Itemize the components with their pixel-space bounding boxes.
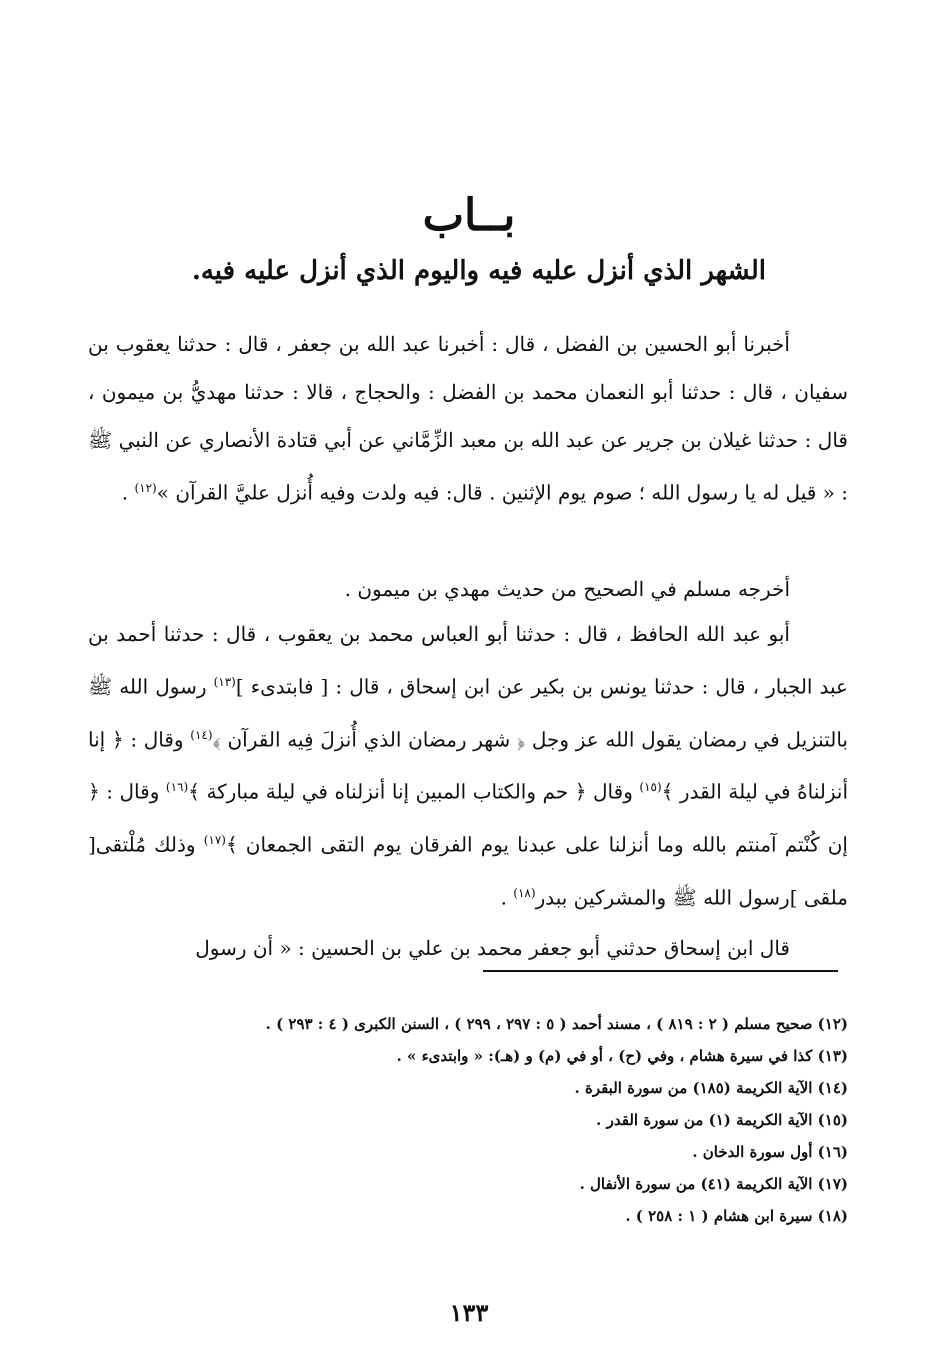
footnote-ref-15: (١٥) [639, 780, 662, 795]
page-number: ١٣٣ [449, 1298, 489, 1327]
paragraph-3-text-a: أبو عبد الله الحافظ ، قال : حدثنا أبو العباس محمد بن يعقوب ، قال : حدثنا أحمد بن عبد الجبار ، قال : حدثنا يونس بن بكير عن ابن إسحاق ، قال : [ فابتدىء ] [88, 622, 848, 699]
chapter-heading: بــاب [422, 190, 516, 241]
footnotes [88, 1008, 848, 1232]
footnote-ref-18: (١٨) [513, 885, 536, 900]
paragraph-3-text-e: وقال : ﴿ إن كُنْتم آمنتم بالله وما أنزلنا على عبدنا يوم الفرقان يوم التقى الجمعان ﴾ [88, 779, 848, 857]
footnote-12: (١٢) صحيح مسلم ( ٢ : ٨١٩ ) ، مسند أحمد ( ٥ : ٢٩٧ ، ٢٩٩ ) ، السنن الكبرى ( ٤ : ٢٩٣ ) . [265, 1015, 848, 1033]
footnote-ref-14: (١٤) [190, 727, 213, 742]
footnote-ref-16: (١٦) [165, 780, 189, 795]
footnote-14: (١٤) الآية الكريمة (١٨٥) من سورة البقرة . [574, 1079, 848, 1097]
footnote-15: (١٥) الآية الكريمة (١) من سورة القدر . [596, 1111, 848, 1129]
footnote-divider [483, 970, 838, 972]
paragraph-3-text-d: وقال ﴿ حم والكتاب المبين إنا أنزلناه في ليلة مباركة ﴾ [188, 779, 640, 804]
paragraph-3-end: . [500, 885, 514, 910]
footnote-ref-17: (١٧) [203, 832, 226, 847]
paragraph-2-text: أخرجه مسلم في الصحيح من حديث مهدي بن ميمون . [344, 577, 790, 601]
paragraph-4 [88, 924, 848, 972]
footnote-ref-13: (١٣) [213, 675, 236, 689]
paragraph-1 [88, 320, 848, 517]
paragraph-1-end: . [121, 480, 135, 505]
paragraph-3 [88, 610, 848, 921]
paragraph-3-text-b: رسول الله ﷺ بالتنزيل في رمضان يقول الله عز وجل ﴿ شهر رمضان الذي أُنزلَ فِيه القرآن ﴾ [88, 674, 848, 752]
paragraph-1-text: أخبرنا أبو الحسين بن الفضل ، قال : أخبرنا عبد الله بن جعفر ، قال : حدثنا يعقوب بن سفيان ، قال : حدثنا أبو النعمان محمد بن الفضل : والحجاج ، قالا : حدثنا مهديُّ بن ميمون ، قال : حدثنا غيلان بن جرير عن عبد الله بن معبد الزِّمَّاني عن أبي قتادة الأنصاري عن النبي ﷺ : « قيل له يا رسول الله ؛ صوم يوم الإثنين . قال: فيه ولدت وفيه أُنزل عليَّ القرآن » [88, 332, 848, 505]
paragraph-4-text: قال ابن إسحاق حدثني أبو جعفر محمد بن علي بن الحسين : « أن رسول [195, 936, 790, 960]
footnote-ref-12: (١٢) [134, 481, 157, 495]
footnote-17: (١٧) الآية الكريمة (٤١) من سورة الأنفال . [579, 1175, 848, 1193]
paragraph-2 [88, 565, 848, 613]
footnote-13: (١٣) كذا في سيرة هشام ، وفي (ح) ، أو في (م) و (هـ): « وابتدىء » . [396, 1047, 848, 1065]
footnote-18: (١٨) سيرة ابن هشام ( ١ : ٢٥٨ ) . [625, 1207, 848, 1225]
paragraph-3-text-c: وقال : ﴿ إنا أنزلناهُ في ليلة القدر ﴾ [88, 727, 849, 804]
paragraph-3-text-f: وذلك مُلْتقى[ ملقى ]رسول الله ﷺ والمشركين ببدر [88, 832, 848, 910]
footnote-16: (١٦) أول سورة الدخان . [692, 1143, 848, 1161]
chapter-title: الشهر الذي أنزل عليه فيه واليوم الذي أنزل عليه فيه. [191, 256, 766, 286]
